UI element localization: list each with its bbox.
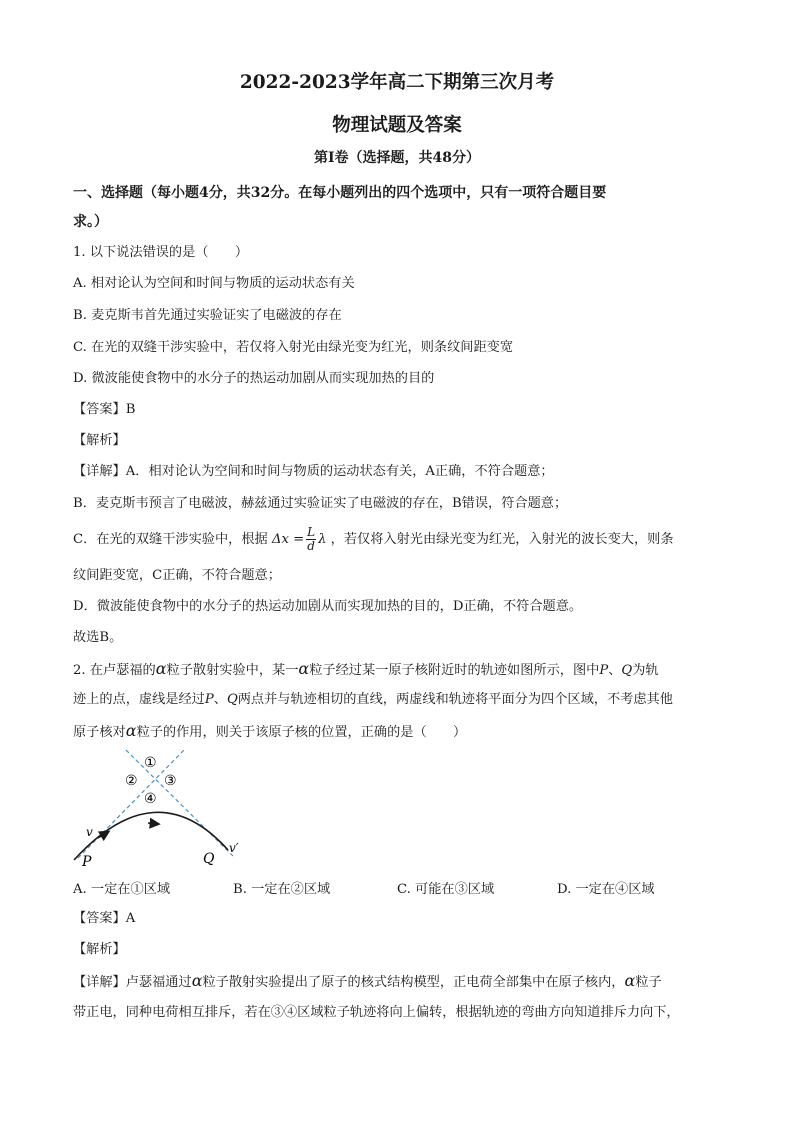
- q2-text: 2. 在卢瑟福的: [73, 663, 156, 678]
- q1-conclusion: 故选B。: [73, 630, 123, 645]
- formula-fraction: [306, 526, 316, 553]
- point-p: P: [599, 663, 609, 678]
- q1-detail-d: D．微波能使食物中的水分子的热运动加剧从而实现加热的目的，D正确，不符合题意。: [73, 599, 583, 614]
- q1-option-b: B. 麦克斯韦首先通过实验证实了电磁波的存在: [73, 308, 342, 323]
- q2-text: 、: [213, 692, 227, 707]
- alpha-symbol: α: [125, 721, 137, 740]
- q2-text: 为轨: [632, 663, 659, 678]
- tangent-line-p: [78, 748, 186, 858]
- q2-stem-line1: [73, 659, 659, 681]
- region-4-label: ④: [144, 791, 157, 807]
- point-q-label: Q: [203, 851, 215, 867]
- alpha-scattering-figure: [68, 748, 258, 873]
- exam-subtitle: 物理试题及答案: [332, 115, 462, 136]
- q2-option-b: B. 一定在②区域: [233, 882, 331, 897]
- q1-answer: 【答案】B: [73, 402, 136, 417]
- q2-detail-text: 粒子: [635, 975, 662, 990]
- formula-numerator: L: [307, 525, 316, 539]
- q2-text: 迹上的点，虚线是经过: [73, 692, 205, 707]
- q2-text: 原子核对: [73, 725, 126, 740]
- q1-detail-a: 【详解】A．相对论认为空间和时间与物质的运动状态有关，A正确，不符合题意；: [73, 464, 554, 479]
- region-1-label: ①: [144, 755, 157, 771]
- point-p: P: [204, 692, 214, 707]
- section-heading-line1: 一、选择题（每小题4分，共32分。在每小题列出的四个选项中，只有一项符合题目要: [73, 185, 607, 201]
- q2-option-a: A. 一定在①区域: [73, 882, 171, 897]
- q1-detail-c-post: ，若仅将入射光由绿光变为红光，入射光的波长变大，则条: [330, 532, 674, 547]
- velocity-label: v: [86, 825, 93, 839]
- region-3-label: ③: [164, 773, 177, 789]
- exam-title: 2022-2023学年高二下期第三次月考: [239, 72, 555, 93]
- q1-detail-c: [73, 526, 674, 553]
- q2-stem-line2: [73, 690, 673, 710]
- q2-answer: 【答案】A: [73, 911, 136, 926]
- section-heading-line2: 求。）: [73, 214, 108, 230]
- q2-text: 、: [608, 663, 622, 678]
- q2-option-c: C. 可能在③区域: [397, 882, 495, 897]
- trajectory-mid-arrow: [148, 823, 158, 824]
- part-title: 第I卷（选择题，共48分）: [313, 150, 481, 166]
- tangent-line-q: [126, 750, 233, 856]
- q2-detail-line2: 带正电，同种电荷相互排斥，若在③④区域粒子轨迹将向上偏转，根据轨迹的弯曲方向知道排斥力向下，: [73, 1005, 680, 1020]
- q1-option-d: D. 微波能使食物中的水分子的热运动加剧从而实现加热的目的: [73, 371, 435, 386]
- q1-option-a: A. 相对论认为空间和时间与物质的运动状态有关: [73, 276, 355, 291]
- q1-detail-b: B．麦克斯韦预言了电磁波，赫兹通过实验证实了电磁波的存在，B错误，符合题意；: [73, 496, 568, 511]
- alpha-symbol: α: [624, 971, 636, 990]
- q2-detail-text: 【详解】卢瑟福通过: [73, 975, 192, 990]
- q2-stem-line3: [73, 721, 466, 743]
- q1-analysis-label: 【解析】: [73, 433, 126, 448]
- q1-option-c: C. 在光的双缝干涉实验中，若仅将入射光由绿光变为红光，则条纹间距变宽: [73, 340, 514, 355]
- formula-lhs: Δx =: [271, 532, 305, 547]
- velocity-prime-label: v′: [229, 841, 239, 855]
- q2-text: 两点并与轨迹相切的直线，两虚线和轨迹将平面分为四个区域，不考虑其他: [237, 692, 673, 707]
- alpha-symbol: α: [191, 971, 203, 990]
- alpha-symbol: α: [298, 659, 310, 678]
- alpha-symbol: α: [155, 659, 167, 678]
- q2-text: 粒子经过某一原子核附近时的轨迹如图所示，图中: [309, 663, 600, 678]
- formula-lambda: λ: [318, 532, 327, 547]
- q1-detail-c-line2: 纹间距变宽，C正确，不符合题意；: [73, 568, 281, 583]
- q1-detail-c-pre: C．在光的双缝干涉实验中，根据: [73, 532, 268, 547]
- q1-stem: 1. 以下说法错误的是（ ）: [73, 245, 249, 260]
- point-q: Q: [621, 663, 633, 678]
- q2-option-d: D. 一定在④区域: [557, 882, 655, 897]
- formula-denominator: d: [307, 539, 315, 553]
- region-2-label: ②: [125, 773, 138, 789]
- q2-analysis-label: 【解析】: [73, 942, 126, 957]
- point-p-label: P: [82, 854, 92, 870]
- q2-detail-line1: [73, 971, 662, 993]
- q2-detail-text: 粒子散射实验提出了原子的核式结构模型，正电荷全部集中在原子核内，: [202, 975, 625, 990]
- point-q: Q: [226, 692, 238, 707]
- q2-text: 粒子散射实验中，某一: [166, 663, 299, 678]
- q2-text: 粒子的作用，则关于该原子核的位置，正确的是（ ）: [136, 725, 467, 740]
